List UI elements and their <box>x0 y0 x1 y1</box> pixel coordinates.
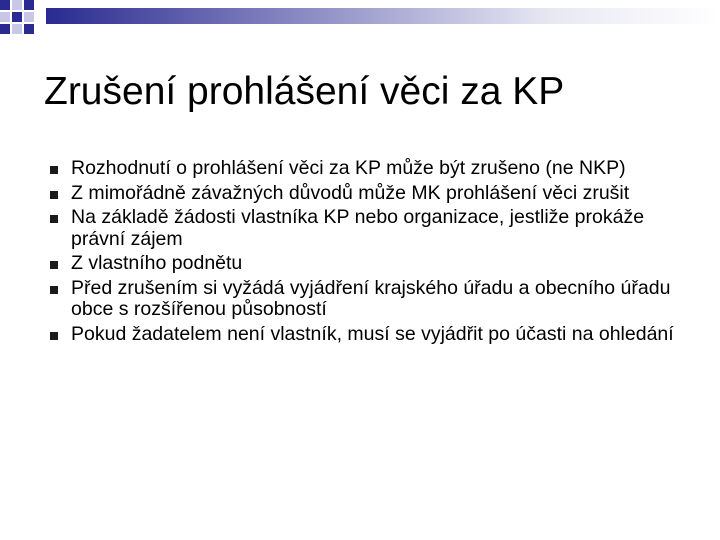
square-bullet-icon <box>50 191 58 199</box>
corner-square-dark <box>0 24 10 34</box>
list-item <box>62 207 702 250</box>
corner-square-light <box>12 24 22 34</box>
list-item <box>62 253 702 275</box>
bullet-text: Z vlastního podnětu <box>71 252 243 274</box>
bullet-text: Na základě žádosti vlastníka KP nebo organizace, jestliže prokáže právní zájem <box>71 206 645 250</box>
corner-square-dark <box>0 0 10 10</box>
bullet-text: Z mimořádně závažných důvodů může MK prohlášení věci zrušit <box>71 181 630 204</box>
list-item <box>62 324 702 346</box>
square-bullet-icon <box>50 166 58 174</box>
list-item <box>62 158 702 180</box>
header-gradient-bar <box>46 8 720 24</box>
corner-square-light <box>24 12 34 22</box>
bullet-text: Před zrušením si vyžádá vyjádření krajského úřadu a obecního úřadu obce s rozšířenou působností <box>71 276 671 320</box>
bullet-text: Rozhodnutí o prohlášení věci za KP může být zrušeno (ne NKP) <box>71 157 626 179</box>
slide-title: Zrušení prohlášení věci za KP <box>44 70 565 113</box>
list-item <box>62 278 702 321</box>
bullet-list <box>62 158 702 348</box>
square-bullet-icon <box>50 286 58 294</box>
corner-square-dark <box>24 0 34 10</box>
corner-square-light <box>12 0 22 10</box>
list-item <box>62 183 702 205</box>
corner-square-dark <box>24 24 34 34</box>
square-bullet-icon <box>50 215 58 223</box>
square-bullet-icon <box>50 261 58 269</box>
corner-square-light <box>0 12 10 22</box>
square-bullet-icon <box>50 332 58 340</box>
corner-square-dark <box>12 12 22 22</box>
bullet-text: Pokud žadatelem není vlastník, musí se vyjádřit po účasti na ohledání <box>71 322 674 345</box>
